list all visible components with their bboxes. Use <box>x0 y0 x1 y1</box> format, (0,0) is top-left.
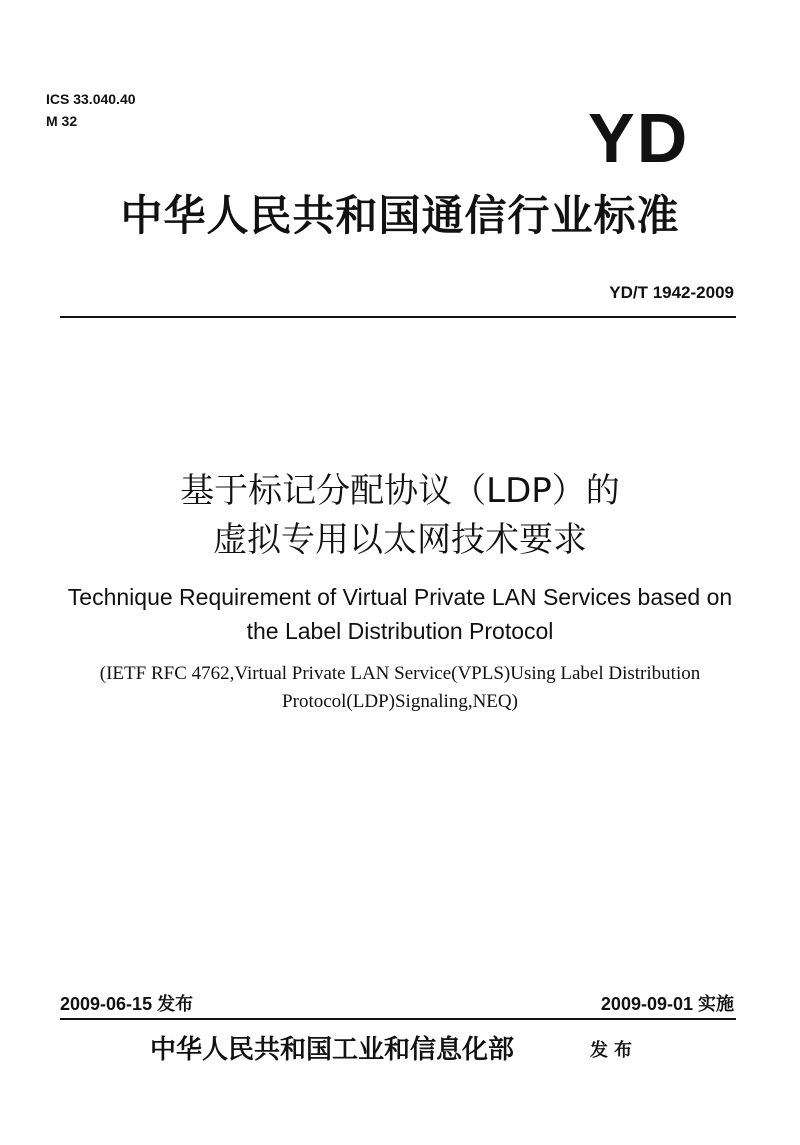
english-title-line2: the Label Distribution Protocol <box>246 618 554 644</box>
issuing-authority: 中华人民共和国工业和信息化部 <box>150 1035 515 1065</box>
standard-category-title: 中华人民共和国通信行业标准 <box>120 191 680 240</box>
yd-logo: YD <box>588 99 690 177</box>
standard-number: YD/T 1942-2009 <box>609 283 734 302</box>
chinese-title-line1: 基于标记分配协议（LDP）的 <box>180 471 620 511</box>
classification-code: M 32 <box>46 113 78 129</box>
chinese-title-line2: 虚拟专用以太网技术要求 <box>213 520 587 560</box>
header-codes <box>46 88 136 132</box>
implement-date: 2009-09-01 实施 <box>600 994 734 1014</box>
publish-date: 2009-06-15 发布 <box>60 994 194 1014</box>
bottom-divider <box>60 1018 736 1020</box>
english-title-line1: Technique Requirement of Virtual Private LAN Services based on <box>67 584 733 610</box>
issue-label: 发布 <box>590 1040 638 1061</box>
ietf-reference-line1: (IETF RFC 4762,Virtual Private LAN Service(VPLS)Using Label Distribution <box>99 663 701 684</box>
ietf-reference-line2: Protocol(LDP)Signaling,NEQ) <box>282 691 518 712</box>
ics-code: ICS 33.040.40 <box>46 91 136 107</box>
top-divider <box>60 316 736 318</box>
